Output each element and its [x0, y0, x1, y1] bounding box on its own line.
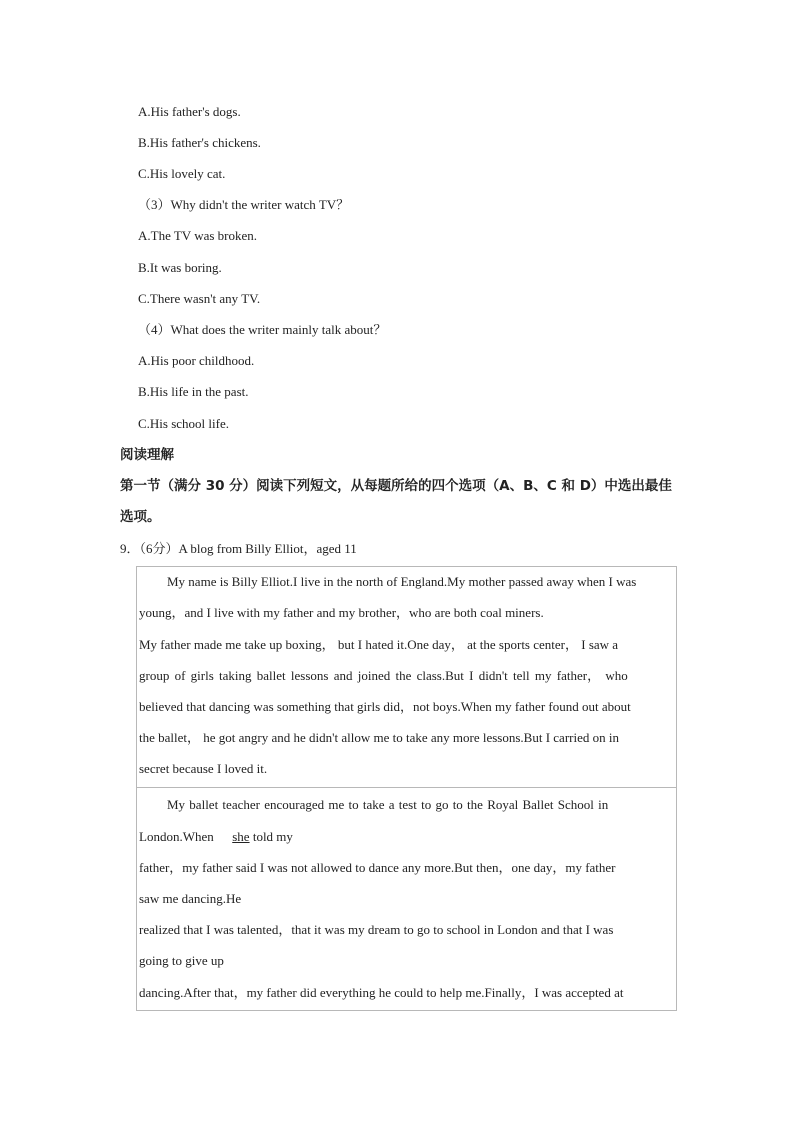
- option-3a: A.The TV was broken.: [138, 228, 258, 243]
- section-title: 阅读理解: [120, 447, 174, 463]
- passage-line: realized that I was talented，that it was my dream to go to school in London and that I was: [139, 922, 614, 937]
- question-4-stem: （4）What does the writer mainly talk about？: [138, 322, 387, 337]
- passage-line: My name is Billy Elliot.I live in the north of England.My mother passed away when I was: [167, 574, 637, 589]
- question-9-label: 9．（6分）A blog from Billy Elliot，aged 11: [120, 541, 357, 556]
- option-4b: B.His life in the past.: [138, 384, 249, 399]
- section-instruction: 第一节（满分 30 分）阅读下列短文，从每题所给的四个选项（A、B、C 和 D）中选出最佳: [120, 478, 672, 494]
- option-3b: B.It was boring.: [138, 260, 222, 275]
- section-instruction-cont: 选项。: [120, 509, 161, 525]
- passage-line: secret because I loved it.: [139, 761, 268, 776]
- passage-text: London.When: [139, 829, 214, 844]
- passage-line: father，my father said I was not allowed to dance any more.But then，one day，my father: [139, 860, 616, 875]
- option-2b: B.His father's chickens.: [138, 135, 261, 150]
- passage-text: told my: [252, 829, 293, 844]
- passage-line-with-pronoun: [139, 829, 674, 845]
- passage-box-2: [136, 787, 677, 1011]
- passage-line: going to give up: [139, 953, 224, 968]
- passage-line: My ballet teacher encouraged me to take a test to go to the Royal Ballet School in: [167, 797, 609, 812]
- passage-line: group of girls taking ballet lessons and joined the class.But I didn't tell my father， who: [139, 668, 628, 683]
- option-2c: C.His lovely cat.: [138, 166, 226, 181]
- question-3-stem: （3）Why didn't the writer watch TV？: [138, 197, 350, 212]
- option-3c: C.There wasn't any TV.: [138, 291, 261, 306]
- passage-line: the ballet， he got angry and he didn't allow me to take any more lessons.But I carried on in: [139, 730, 619, 745]
- passage-box-1: [136, 566, 677, 788]
- option-2a: A.His father's dogs.: [138, 104, 241, 119]
- passage-line: dancing.After that，my father did everything he could to help me.Finally，I was accepted at: [139, 985, 624, 1000]
- passage-line: My father made me take up boxing， but I hated it.One day， at the sports center， I saw a: [139, 637, 619, 652]
- passage-line: saw me dancing.He: [139, 891, 242, 906]
- option-4a: A.His poor childhood.: [138, 353, 255, 368]
- passage-line: young，and I live with my father and my brother，who are both coal miners.: [139, 605, 544, 620]
- passage-line: believed that dancing was something that girls did，not boys.When my father found out about: [139, 699, 631, 714]
- underlined-pronoun: she: [232, 829, 250, 844]
- option-4c: C.His school life.: [138, 416, 229, 431]
